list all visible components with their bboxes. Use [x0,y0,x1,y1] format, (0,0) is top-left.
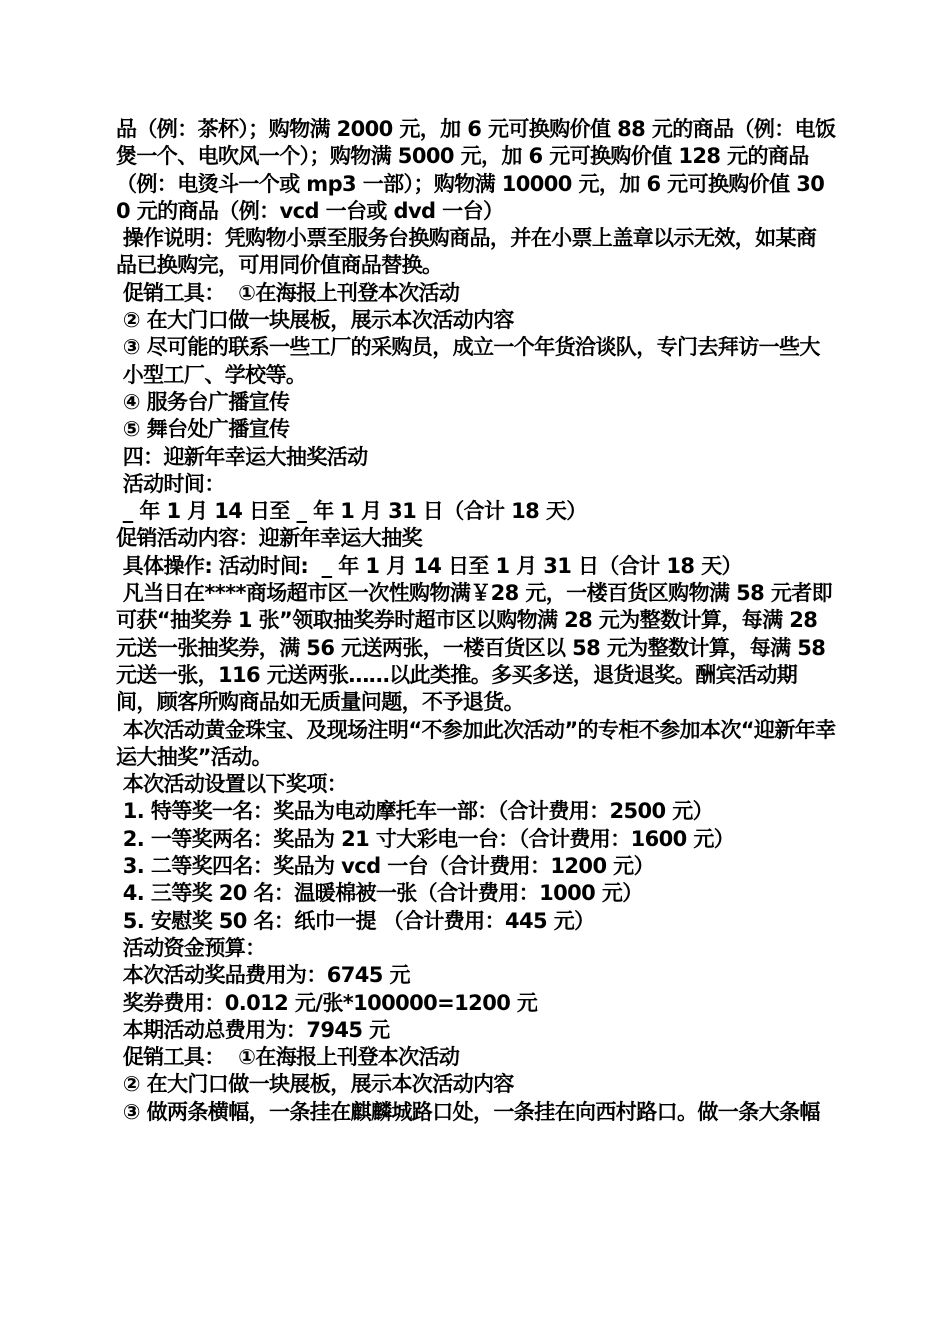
paragraph-1: 品（例：茶杯）；购物满 2000 元，加 6 元可换购价值 88 元的商品（例：电饭煲一个、电吹风一个）；购物满 5000 元，加 6 元可换购价值 128 元的商品（例：电烫斗一个或 mp3 一部）；购物满 10000 元，加 6 元可换购价值 300 元的商品（例：vcd 一台或 dvd 一台） [116,117,836,223]
prize-item-3: 3. 二等奖四名：奖品为 vcd 一台（合计费用：1200 元） [116,854,654,879]
paragraph-4: ② 在大门口做一块展板，展示本次活动内容 [116,308,514,333]
paragraph-10: 活动时间： [116,471,225,496]
prize-item-5: 5. 安慰奖 50 名：纸巾一提 （合计费用：445 元） [116,908,595,933]
paragraph-25: 本期活动总费用为：7945 元 [116,1017,390,1042]
paragraph-28: ③ 做两条横幅，一条挂在麒麟城路口处，一条挂在向西村路口。做一条大条幅 [116,1099,820,1124]
prize-item-2: 2. 一等奖两名：奖品为 21 寸大彩电一台：（合计费用：1600 元） [116,826,735,851]
prize-item-1: 1. 特等奖一名：奖品为电动摩托车一部：（合计费用：2500 元） [116,799,714,824]
paragraph-15: 本次活动黄金珠宝、及现场注明“不参加此次活动”的专柜不参加本次“迎新年幸运大抽奖”活动。 [116,717,836,769]
paragraph-13: 具体操作: 活动时间: _ 年 1 月 14 日至 1 月 31 日（合计 18 天） [116,553,742,578]
paragraph-8: ⑤ 舞台处广播宣传 [116,417,290,442]
paragraph-2: 操作说明：凭购物小票至服务台换购商品，并在小票上盖章以示无效，如某商品已换购完，可用同价值商品替换。 [116,226,817,278]
paragraph-14: 凡当日在****商场超市区一次性购物满￥28 元，一楼百货区购物满 58 元者即可获“抽奖券 1 张”领取抽奖券时超市区以购物满 28 元为整数计算，每满 28 元送一张抽奖券，满 56 元送两张，一楼百货区以 58 元为整数计算，每满 58 元送一张，116 元送两张……以此类推。多买多送，退货退奖。酬宾活动期间，顾客所购商品如无质量问题，不予退货。 [116,581,833,715]
paragraph-3: 促销工具： ①在海报上刊登本次活动 [116,280,460,305]
paragraph-11: _ 年 1 月 14 日至 _ 年 1 月 31 日（合计 18 天） [116,499,587,524]
paragraph-5: ③ 尽可能的联系一些工厂的采购员，成立一个年货洽谈队，专门去拜访一些大 [116,335,820,360]
prize-item-4: 4. 三等奖 20 名：温暖棉被一张（合计费用：1000 元） [116,881,643,906]
paragraph-12: 促销活动内容：迎新年幸运大抽奖 [116,526,422,551]
paragraph-24: 奖券费用：0.012 元/张*100000=1200 元 [116,990,538,1015]
section-heading-lottery: 四：迎新年幸运大抽奖活动 [116,444,368,469]
document-body [116,116,836,1126]
paragraph-7: ④ 服务台广播宣传 [116,389,290,414]
paragraph-16: 本次活动设置以下奖项： [116,772,348,797]
paragraph-23: 本次活动奖品费用为：6745 元 [116,963,410,988]
paragraph-27: ② 在大门口做一块展板，展示本次活动内容 [116,1072,514,1097]
paragraph-6: 小型工厂、学校等。 [116,362,307,387]
paragraph-22: 活动资金预算： [116,935,266,960]
paragraph-26: 促销工具： ①在海报上刊登本次活动 [116,1045,460,1070]
